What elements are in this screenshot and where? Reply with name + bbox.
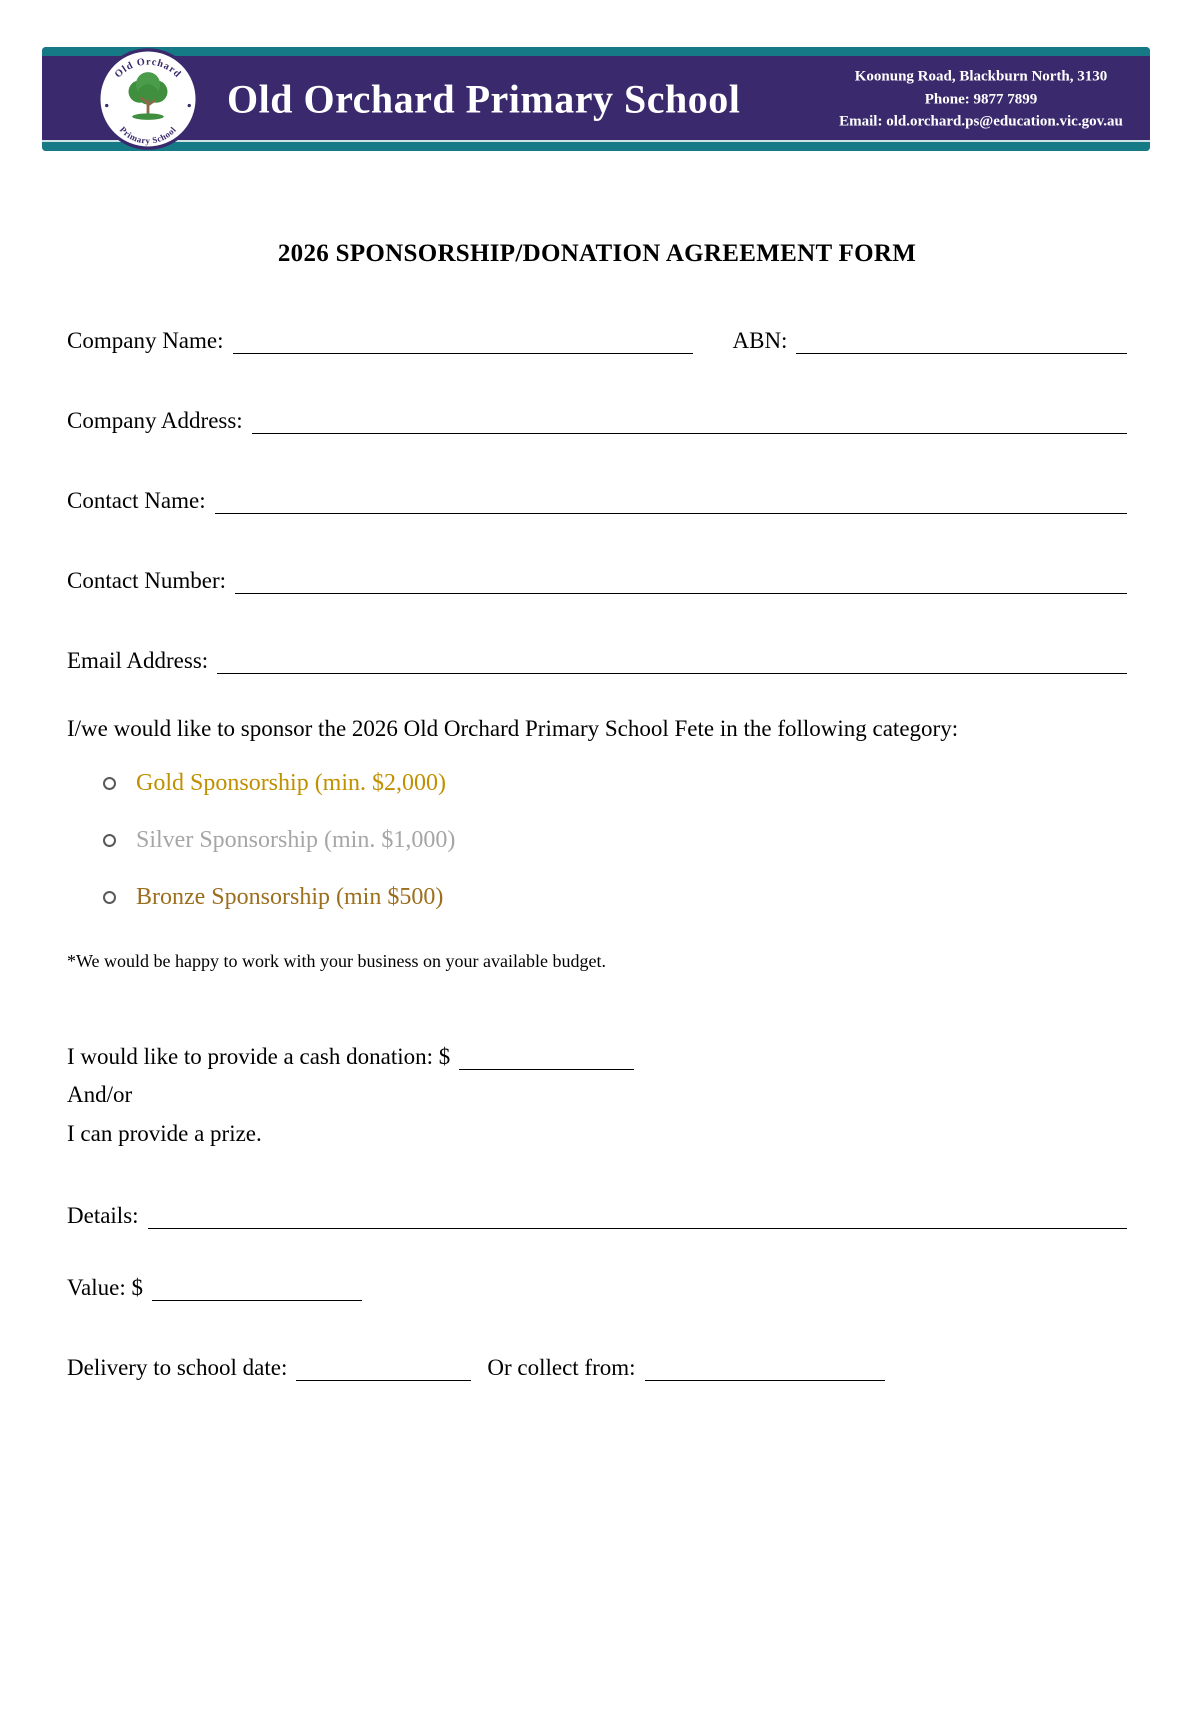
sponsorship-option-gold [103,770,1127,797]
company-address-line[interactable] [252,408,1127,434]
prize-text: I can provide a prize. [67,1121,262,1146]
header-phone: Phone: 9877 7899 [924,90,1038,107]
radio-circle-icon[interactable] [103,834,116,847]
contact-name-label: Contact Name: [67,488,206,513]
value-row [67,1275,1127,1301]
email-address-label: Email Address: [67,648,209,673]
school-logo-icon [97,48,199,150]
cash-donation-label: I would like to provide a cash donation: $ [67,1044,451,1069]
delivery-date-line[interactable] [296,1355,471,1381]
value-label: Value: $ [67,1275,144,1300]
and-or-text: And/or [67,1082,133,1107]
contact-number-row [67,568,1127,594]
document-page [0,47,1191,1731]
header-email: Email: old.orchard.ps@education.vic.gov.au [839,113,1123,130]
delivery-date-label: Delivery to school date: [67,1355,288,1380]
option-label-bronze: Bronze Sponsorship (min $500) [136,884,444,910]
contact-name-line[interactable] [215,488,1127,514]
form-body [0,240,1191,1381]
delivery-row [67,1355,1127,1381]
company-address-row [67,408,1127,434]
option-label-gold: Gold Sponsorship (min. $2,000) [136,770,447,796]
header-address: Koonung Road, Blackburn North, 3130 [854,68,1108,85]
form-title: 2026 SPONSORSHIP/DONATION AGREEMENT FORM [277,240,917,267]
company-name-row [67,328,1127,354]
company-name-line[interactable] [233,328,693,354]
details-line[interactable] [148,1203,1127,1229]
company-address-label: Company Address: [67,408,243,433]
collect-from-line[interactable] [645,1355,885,1381]
details-label: Details: [67,1203,139,1228]
abn-line[interactable] [796,328,1127,354]
header-contact-block [822,65,1140,133]
contact-number-label: Contact Number: [67,568,227,593]
abn-label: ABN: [732,328,788,353]
sponsor-intro-text: I/we would like to sponsor the 2026 Old Orchard Primary School Fete in the following category: [67,716,959,741]
school-name: Old Orchard Primary School [227,76,741,122]
company-name-label: Company Name: [67,328,224,353]
sponsorship-options [67,770,1127,911]
budget-note: *We would be happy to work with your business on your available budget. [67,951,606,971]
cash-donation-line[interactable] [459,1044,634,1070]
logo-top-text: Old Orchard [112,56,184,81]
banner-top-stripe [42,47,1150,56]
radio-circle-icon[interactable] [103,777,116,790]
header-banner [42,47,1150,151]
banner-bottom-stripe [42,140,1150,151]
email-address-row [67,648,1127,674]
school-logo [97,48,199,150]
value-line[interactable] [152,1275,362,1301]
option-label-silver: Silver Sponsorship (min. $1,000) [136,827,456,853]
email-address-line[interactable] [217,648,1127,674]
details-row [67,1203,1127,1229]
collect-from-label: Or collect from: [487,1355,636,1380]
radio-circle-icon[interactable] [103,891,116,904]
logo-bottom-text: Primary School [117,124,179,146]
sponsorship-option-bronze [103,884,1127,911]
contact-name-row [67,488,1127,514]
sponsorship-option-silver [103,827,1127,854]
contact-number-line[interactable] [235,568,1127,594]
cash-donation-row [67,1044,1127,1070]
